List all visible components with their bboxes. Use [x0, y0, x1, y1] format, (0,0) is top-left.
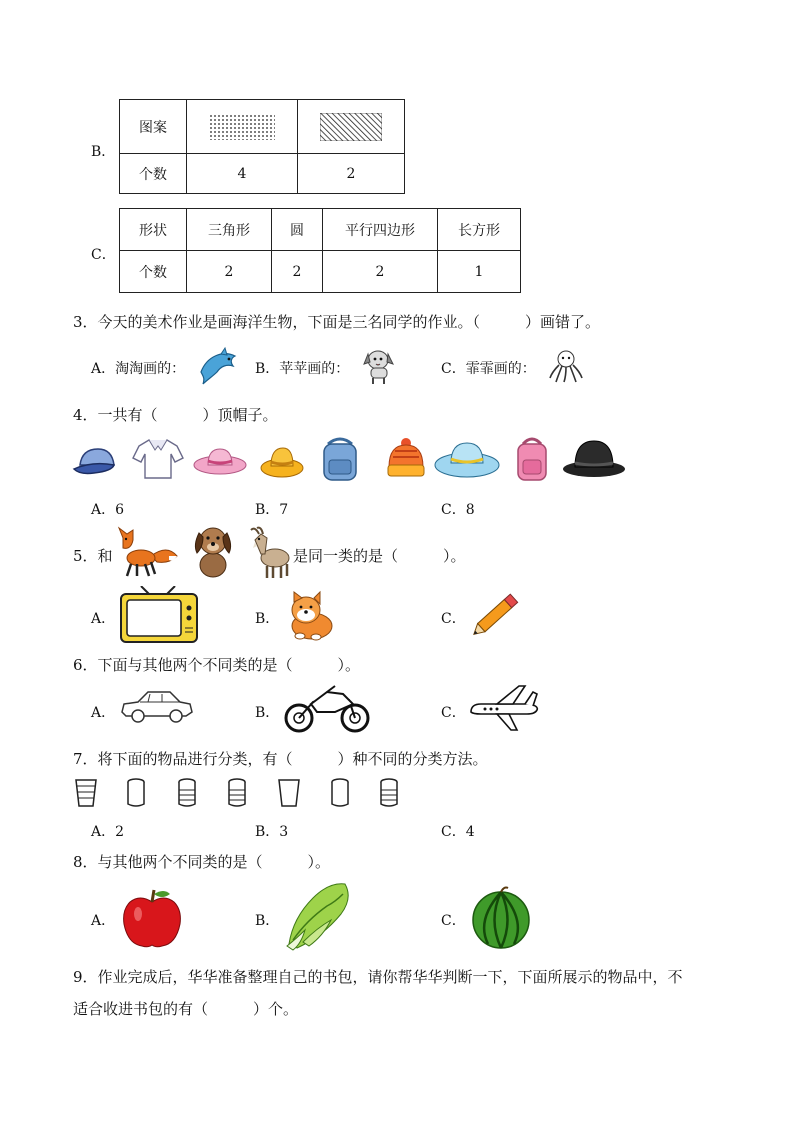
striped-cylinder-cup-icon	[227, 778, 247, 808]
dolphin-icon	[197, 346, 241, 386]
table-header: 个数	[120, 154, 187, 194]
question-5-suffix: 是同一类的是（ ）。	[293, 547, 466, 565]
blue-brimmed-hat-icon	[433, 437, 501, 481]
dotted-pattern-cell	[187, 100, 298, 154]
hatched-pattern-icon	[320, 113, 382, 141]
chinese-cabbage-icon	[283, 878, 357, 952]
octopus-icon	[548, 348, 584, 384]
question-8-text: 8．与其他两个不同类的是（ ）。	[73, 853, 331, 871]
goat-icon	[247, 526, 293, 580]
question-3-text: 3．今天的美术作业是画海洋生物，下面是三名同学的作业。（ ）画错了。	[73, 313, 601, 331]
dotted-pattern-icon	[209, 114, 275, 140]
table-cell: 2	[187, 251, 272, 293]
question-4-text: 4．一共有（ ）顶帽子。	[73, 406, 278, 424]
q3-option-a[interactable]: A．淘淘画的：	[91, 361, 186, 377]
watermelon-icon	[468, 884, 534, 950]
question-9-line1: 9．作业完成后，华华准备整理自己的书包，请你帮华华判断一下，下面所展示的物品中，不	[73, 968, 683, 986]
striped-cylinder-cup-icon	[177, 778, 197, 808]
q8-option-c[interactable]: C．	[441, 913, 466, 929]
table-header: 个数	[120, 251, 187, 293]
plain-cylinder-cup-icon	[126, 778, 146, 808]
q7-option-c[interactable]: C．4	[441, 824, 475, 840]
table-header: 形状	[120, 209, 187, 251]
television-icon	[119, 586, 199, 644]
plain-cylinder-cup-icon	[330, 778, 350, 808]
car-icon	[118, 686, 194, 726]
question-6-text: 6．下面与其他两个不同类的是（ ）。	[73, 656, 361, 674]
table-cell: 2	[323, 251, 438, 293]
table-cell: 长方形	[438, 209, 521, 251]
bowler-hat-icon	[561, 437, 627, 481]
q3-option-b[interactable]: B．苹苹画的：	[255, 361, 350, 377]
baseball-cap-icon	[72, 443, 122, 479]
table-cell: 平行四边形	[323, 209, 438, 251]
motorcycle-icon	[283, 682, 373, 734]
q6-option-a[interactable]: A．	[91, 705, 116, 721]
q2-option-b-label: B．	[91, 144, 116, 160]
shirt-icon	[131, 436, 185, 482]
dog-drawing-icon	[362, 346, 396, 386]
striped-cylinder-cup-icon	[379, 778, 399, 808]
straw-hat-icon	[259, 440, 305, 480]
pink-backpack-icon	[513, 434, 551, 482]
q5-option-a[interactable]: A．	[91, 611, 116, 627]
q4-option-b[interactable]: B．7	[255, 502, 289, 518]
table-cell: 1	[438, 251, 521, 293]
q3-option-c[interactable]: C．霏霏画的：	[441, 361, 536, 377]
question-5-prefix: 5．和	[73, 547, 113, 565]
striped-cup-icon	[74, 778, 98, 808]
q5-option-c[interactable]: C．	[441, 611, 466, 627]
q8-option-a[interactable]: A．	[91, 913, 116, 929]
table-header: 图案	[120, 100, 187, 154]
q6-option-b[interactable]: B．	[255, 705, 280, 721]
table-cell: 圆	[272, 209, 323, 251]
airplane-icon	[467, 682, 541, 734]
q2-option-b-table	[119, 99, 405, 194]
q7-option-b[interactable]: B．3	[255, 824, 289, 840]
q4-option-a[interactable]: A．6	[91, 502, 125, 518]
q2-option-c-table	[119, 208, 521, 293]
hatched-pattern-cell	[298, 100, 405, 154]
puppy-icon	[191, 523, 235, 579]
table-cell: 2	[272, 251, 323, 293]
apple-icon	[120, 886, 184, 950]
q7-option-a[interactable]: A．2	[91, 824, 125, 840]
shiba-dog-icon	[284, 590, 340, 642]
question-7-text: 7．将下面的物品进行分类，有（ ）种不同的分类方法。	[73, 750, 488, 768]
table-cell: 4	[187, 154, 298, 194]
q5-option-b[interactable]: B．	[255, 611, 280, 627]
pencil-icon	[467, 590, 523, 642]
q8-option-b[interactable]: B．	[255, 913, 280, 929]
question-9-line2: 适合收进书包的有（ ）个。	[73, 1000, 299, 1018]
q4-option-c[interactable]: C．8	[441, 502, 475, 518]
knit-beanie-icon	[385, 437, 427, 481]
q2-option-c-label: C．	[91, 247, 116, 263]
fox-icon	[111, 526, 179, 578]
table-cell: 三角形	[187, 209, 272, 251]
table-cell: 2	[298, 154, 405, 194]
backpack-icon	[318, 434, 362, 482]
pink-sun-hat-icon	[192, 443, 248, 477]
plain-cup-icon	[277, 778, 301, 808]
q6-option-c[interactable]: C．	[441, 705, 466, 721]
